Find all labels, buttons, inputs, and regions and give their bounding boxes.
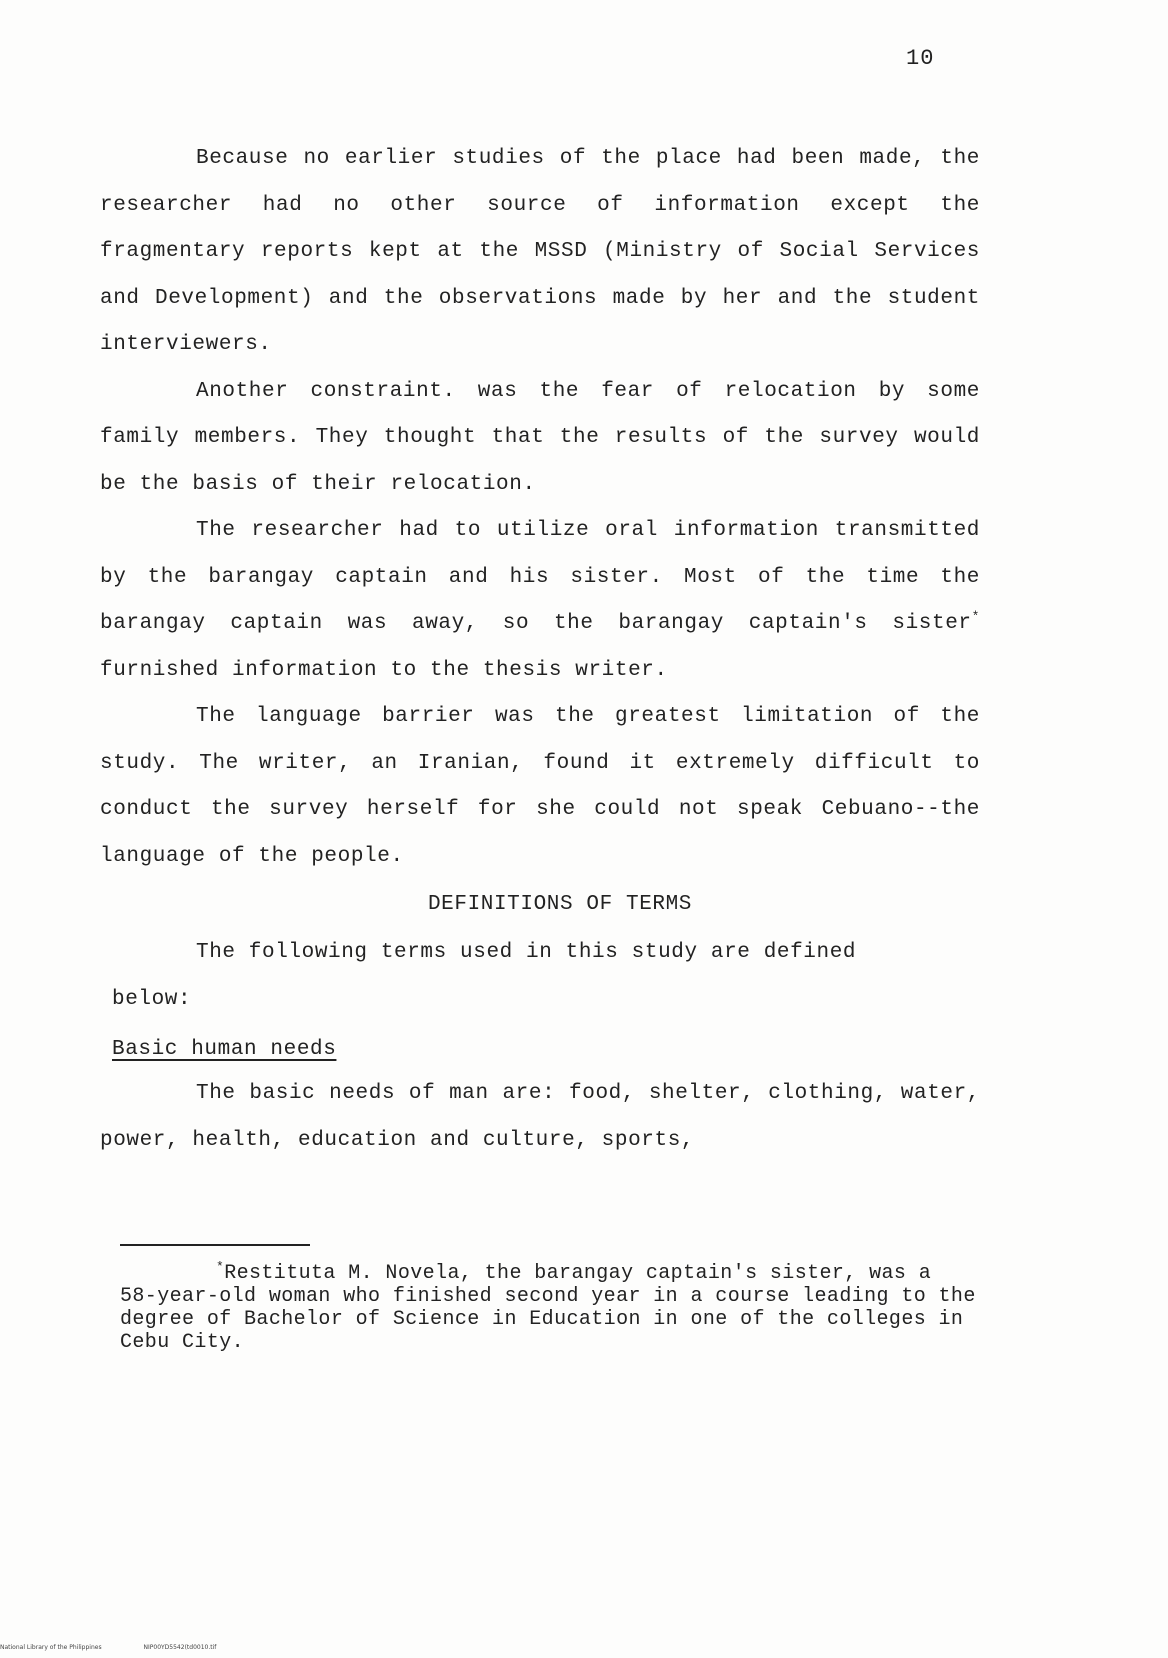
term-basic-human-needs: Basic human needs — [112, 1038, 337, 1061]
paragraph-oral-information-text: The researcher had to utilize oral information transmitted by the barangay captain and his sister. Most of the time the barangay captain was away, so the barangay captain's sister — [100, 519, 980, 635]
term-basic-human-needs-definition: The basic needs of man are: food, shelter, clothing, water, power, health, education and culture, sports, — [100, 1082, 980, 1152]
paragraph-earlier-studies: Because no earlier studies of the place had been made, the researcher had no other source of information except the fragmentary reports kept at the MSSD (Ministry of Social Services and Development) and the observations made by her and the student interviewers. — [100, 147, 980, 356]
footnote-text: Restituta M. Novela, the barangay captain's sister, was a 58-year-old woman who finished second year in a course leading to the degree of Bachelor of Science in Education in one of the colleges in Cebu City. — [120, 1262, 976, 1354]
section-heading-definitions: DEFINITIONS OF TERMS — [427, 893, 693, 916]
archive-file-id: NIP00YD5542(td0010.tif — [143, 1644, 217, 1651]
archive-library-name: National Library of the Philippines — [0, 1644, 102, 1651]
body-text — [100, 136, 980, 1164]
footnote-reference-mark: * — [971, 609, 980, 624]
definitions-intro-end: below: — [112, 987, 192, 1011]
footnote — [120, 1259, 980, 1354]
paragraph-oral-information — [100, 508, 980, 694]
footnote-paragraph — [120, 1259, 980, 1354]
paragraph-relocation-fear: Another constraint. was the fear of relocation by some family members. They thought that the results of the survey would be the basis of their relocation. — [100, 379, 980, 496]
footnote-divider — [120, 1244, 310, 1246]
page-number: 10 — [906, 46, 935, 71]
footnote-mark: * — [216, 1259, 225, 1275]
paragraph-oral-information-tail: furnished information to the thesis writer. — [100, 658, 668, 682]
definitions-intro: The following terms used in this study are defined — [196, 941, 857, 964]
paragraph-language-barrier: The language barrier was the greatest limitation of the study. The writer, an Iranian, found it extremely difficult to conduct the survey herself for she could not speak Cebuano--the language of the people. — [100, 705, 980, 868]
archive-stamp — [0, 1644, 256, 1651]
